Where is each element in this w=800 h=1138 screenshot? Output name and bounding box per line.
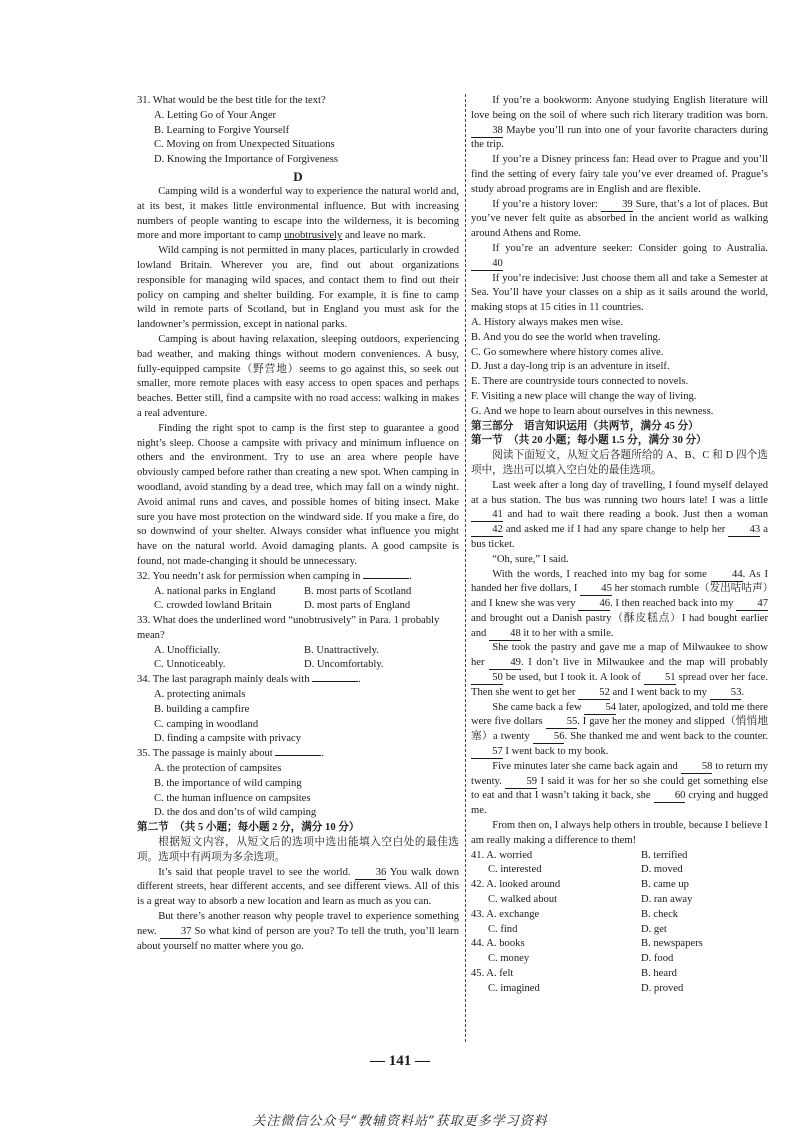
paragraph: “Oh, sure,” I said. bbox=[492, 553, 569, 565]
question-row: C. interested D. moved bbox=[487, 864, 683, 876]
paragraph: She took the pastry and gave me a map of Milwaukee to show her 49. I don’t live in Milwaukee and the map will probably 50 be used, but I took it. A look of 51 spread over her face. Then she went to get her 52 and I went back to my 53. bbox=[471, 642, 769, 698]
underlined-word: unobtrusively bbox=[284, 230, 343, 242]
option-row: A. national parks in England B. most parts of Scotland bbox=[153, 585, 412, 597]
paragraph: She came back a few 54 later, apologized, and told me there were five dollars 55. I gave her the money and slipped（悄悄地塞）a twenty 56. She thanked me and went back to the counter. 57 I went back to my book. bbox=[471, 701, 769, 758]
question-row: 43. A. exchange B. check bbox=[471, 908, 679, 920]
footer-note: 关注微信公众号“教辅资料站”获取更多学习资料 bbox=[252, 1114, 548, 1129]
column-divider bbox=[465, 94, 466, 1042]
option-row: A. Unofficially. B. Unattractively. bbox=[153, 644, 379, 656]
option: A. the protection of campsites bbox=[153, 763, 282, 775]
question-row: 41. A. worried B. terrified bbox=[471, 849, 688, 861]
option: D. Knowing the Importance of Forgiveness bbox=[153, 154, 338, 166]
section-title: 第二节 （共 5 小题；每小题 2 分，满分 10 分） bbox=[137, 822, 360, 834]
option: B. building a campfire bbox=[153, 703, 250, 715]
paragraph: Five minutes later she came back again and 58 to return my twenty. 59 I said it was for her so she could get something else to eat and that I wasn’t taking it back, she 60 crying and hugged me. bbox=[471, 760, 768, 817]
paragraph: Camping wild is a wonderful way to experience the natural world and, at its best, it makes little environmental influence. But with increasing numbers of people wanting to escape into the wilderness, it is becoming more and more important to camp unobtrusively and leave no mark. bbox=[137, 185, 459, 242]
question-row: 42. A. looked around B. came up bbox=[471, 879, 689, 891]
question-stem: 34. The last paragraph mainly deals with . bbox=[137, 674, 361, 686]
question-row: C. imagined D. proved bbox=[487, 982, 684, 994]
option: A. Letting Go of Your Anger bbox=[153, 109, 277, 121]
option: B. And you do see the world when traveling. bbox=[471, 331, 661, 343]
question-row: C. money D. food bbox=[487, 953, 674, 965]
paragraph: Last week after a long day of travelling, I found myself delayed at a bus station. The bus was running two hours late! I was a little 41 and had to wait there reading a book. Just then a woman 42 and asked me if I had any spare change to help her 43 a bus ticket. bbox=[471, 479, 768, 550]
cloze-passage bbox=[471, 479, 768, 849]
paragraph: It’s said that people travel to see the world. 36 You walk down different streets, hear different accents, and see different views. All of this is a great way to absorb a new location and learn as much as you can. bbox=[137, 866, 460, 908]
question-stem: 32. You needn’t ask for permission when camping in . bbox=[137, 570, 412, 582]
paragraph: If you’re a Disney princess fan: Head over to Prague and you’ll find the setting of every fairy tale you’ve ever dreamed of. Prague’s study abroad programs are in English and are flexible. bbox=[471, 154, 768, 195]
option-row: C. crowded lowland Britain D. most parts of England bbox=[153, 600, 411, 612]
left-column bbox=[137, 94, 459, 954]
option: A. protecting animals bbox=[153, 689, 246, 701]
paragraph: Camping is about having relaxation, sleeping outdoors, experiencing bad weather, and making things without modern conveniences. A busy, fully-equipped campsite（野营地）seems to go against this, so seek out smaller, more remote places with easy access to open spaces and perhaps beaches. Better still, find a campsite with no road access: walking in makes a real adventure. bbox=[137, 333, 459, 419]
question-32 bbox=[137, 570, 459, 614]
option: B. Learning to Forgive Yourself bbox=[153, 124, 290, 136]
paragraph: But there’s another reason why people travel to experience something new. 37 So what kind of person are you? To tell the truth, you’ll learn about yourself no matter where you go. bbox=[137, 911, 459, 952]
paragraph: Wild camping is not permitted in many places, particularly in crowded lowland Britain. Wherever you are, find out about organizations responsible for managing wild spaces, and contact them to find out their policy on camping and shelter building. For example, it is fine to camp wild in remote parts of Scotland, but in England you must ask for the landowner’s permission, except in national parks. bbox=[137, 245, 459, 331]
question-row: 45. A. felt B. heard bbox=[471, 968, 677, 980]
paragraph: If you’re a bookworm: Anyone studying English literature will love being on the soil of where such rich literary tradition was born. 38 Maybe you’ll run into one of your favorite characters during the trip. bbox=[471, 95, 768, 151]
question-34 bbox=[137, 673, 459, 747]
question-row: C. find D. get bbox=[487, 923, 667, 935]
option: C. camping in woodland bbox=[153, 718, 259, 730]
passage-d bbox=[137, 185, 459, 570]
question-stem: 33. What does the underlined word “unobtrusively” in Para. 1 probably mean? bbox=[137, 615, 440, 641]
option: D. the dos and don’ts of wild camping bbox=[153, 807, 317, 819]
question-row: 44. A. books B. newspapers bbox=[471, 938, 703, 950]
paragraph: If you’re indecisive: Just choose them all and take a Semester at Sea. You’ll have your classes on a ship as it sails around the world, making stops at 15 cities in 11 countries. bbox=[471, 272, 768, 314]
option: G. And we hope to learn about ourselves in this newness. bbox=[471, 405, 714, 417]
paragraph: If you’re an adventure seeker: Consider going to Australia. 40 bbox=[471, 242, 768, 272]
option: C. the human influence on campsites bbox=[153, 792, 311, 804]
option: B. the importance of wild camping bbox=[153, 777, 302, 789]
section-title: 第一节 （共 20 小题；每小题 1.5 分，满分 30 分） bbox=[471, 435, 707, 447]
passage-letter: D bbox=[293, 168, 303, 184]
question-stem: 31. What would be the best title for the text? bbox=[137, 95, 326, 106]
paragraph: Finding the right spot to camp is the first step to guarantee a good night’s sleep. Choose a campsite with privacy and minimum influence on others and the environment. Try to use an area where people have obviously camped before rather than creating a new spot. When camping in woodland, avoid standing by a dead tree, which may fall on a windy night. Avoid animal runs and caves, and possible homes of biting insect. Make sure you have most protection on the windward side. If you make a fire, do so downwind of your shelter. Always consider what influence you might have on the natural world. Avoid damaging plants. A good campsite is found, not made-changing it should be unnecessary. bbox=[137, 422, 459, 567]
paragraph: From then on, I always help others in trouble, because I believe I am really making a difference to them! bbox=[471, 820, 768, 846]
instructions: 阅读下面短文，从短文后各题所给的 A、B、C 和 D 四个选项中，选出可以填入空白处的最佳选项。 bbox=[471, 450, 768, 476]
question-stem: 35. The passage is mainly about . bbox=[137, 748, 325, 760]
cloze-questions bbox=[471, 849, 768, 997]
section2-options bbox=[471, 316, 768, 420]
page-number: — 141 — bbox=[370, 1053, 430, 1069]
option-row: C. Unnoticeably. D. Uncomfortably. bbox=[153, 659, 384, 671]
option: C. Go somewhere where history comes alive. bbox=[471, 346, 664, 358]
right-column bbox=[471, 94, 768, 997]
instructions: 根据短文内容，从短文后的选项中选出能填入空白处的最佳选项。选项中有两项为多余选项。 bbox=[137, 837, 459, 863]
option: C. Moving on from Unexpected Situations bbox=[153, 139, 335, 151]
option: D. finding a campsite with privacy bbox=[153, 733, 302, 745]
part-title: 第三部分 语言知识运用（共两节，满分 45 分） bbox=[471, 420, 699, 432]
option: F. Visiting a new place will change the way of living. bbox=[471, 390, 697, 402]
question-35 bbox=[137, 747, 459, 821]
question-31 bbox=[137, 94, 459, 168]
option: D. Just a day-long trip is an adventure in itself. bbox=[471, 361, 670, 373]
question-row: C. walked about D. ran away bbox=[487, 894, 693, 906]
paragraph: If you’re a history lover: 39 Sure, that’s a lot of places. But you’ve never felt quite as absorbed in the ancient world as walking around Athens and Rome. bbox=[471, 198, 768, 240]
option: E. There are countryside tours connected to novels. bbox=[471, 376, 689, 388]
paragraph: With the words, I reached into my bag for some 44. As I handed her five dollars, I 45 her stomach rumble（发出咕咕声）and I knew she was very 46. I then reached back into my 47 and brought out a Danish pastry（酥皮糕点）I had bought earlier and 48 it to her with a smile. bbox=[471, 568, 769, 639]
option: A. History always makes men wise. bbox=[471, 316, 624, 328]
question-33 bbox=[137, 614, 459, 673]
